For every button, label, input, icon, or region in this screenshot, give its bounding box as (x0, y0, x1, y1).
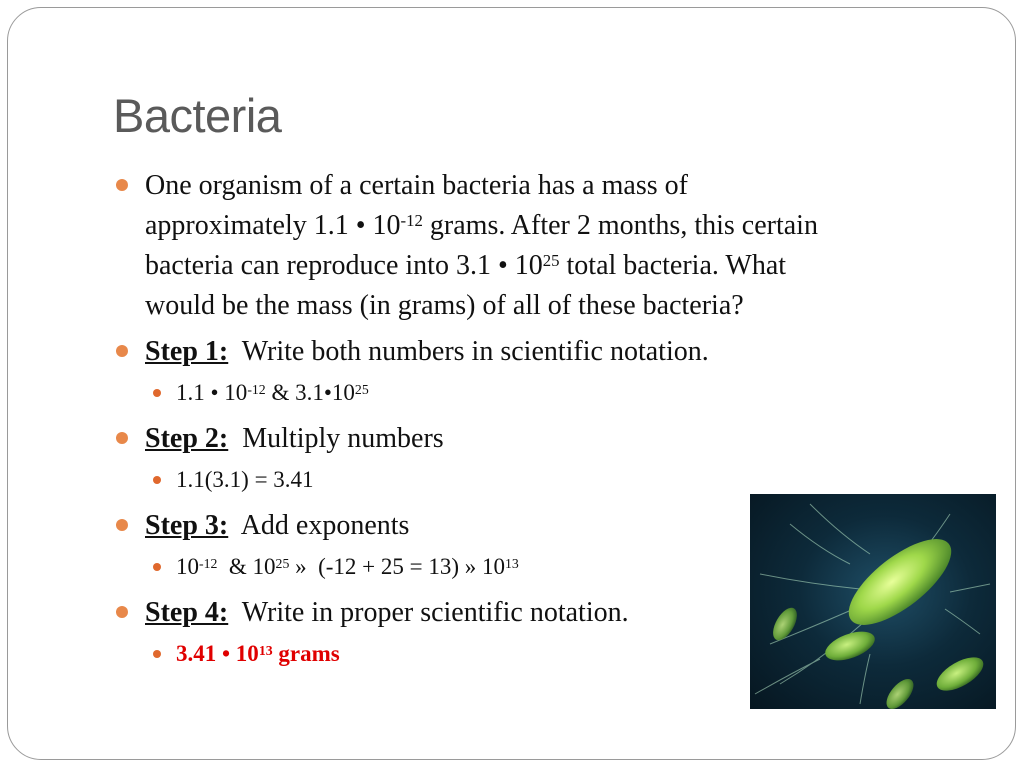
bullet-dot-icon (116, 432, 128, 444)
step-2-detail (112, 464, 972, 496)
sub-bullet-dot-icon (153, 650, 161, 658)
bullet-dot-icon (116, 606, 128, 618)
problem-statement (112, 166, 972, 326)
detail-text: 10 (176, 554, 199, 579)
bullet-dot-icon (116, 345, 128, 357)
problem-line-4: would be the mass (in grams) of all of these bacteria? (145, 290, 744, 321)
exponent: 25 (542, 251, 560, 271)
detail-text: 1.1(3.1) = 3.41 (176, 467, 314, 492)
sub-bullet-dot-icon (153, 389, 161, 397)
step-1 (112, 332, 972, 372)
exponent: 13 (505, 555, 519, 571)
exponent: -12 (247, 381, 266, 397)
bullet-dot-icon (116, 519, 128, 531)
problem-line-3b: total bacteria. What (559, 250, 787, 281)
exponent: 13 (258, 642, 273, 658)
step-label: Step 3: (145, 510, 229, 541)
answer-text: 3.41 • 10 (176, 641, 259, 666)
exponent: -12 (199, 555, 218, 571)
step-2 (112, 419, 972, 459)
slide-title: Bacteria (113, 89, 282, 142)
step-text: Multiply numbers (242, 423, 444, 454)
sub-bullet-dot-icon (153, 563, 161, 571)
exponent: 25 (275, 555, 290, 571)
detail-text: & 10 (217, 554, 276, 579)
problem-line-1: One organism of a certain bacteria has a mass of (145, 170, 688, 201)
detail-text: » (-12 + 25 = 13) » 10 (289, 554, 506, 579)
step-text: Write in proper scientific notation. (241, 597, 629, 628)
step-label: Step 1: (145, 336, 229, 367)
problem-line-2b: grams. After 2 months, this certain (422, 210, 818, 241)
sub-bullet-dot-icon (153, 476, 161, 484)
step-text: Add exponents (240, 510, 410, 541)
detail-text: & 3.1•10 (265, 380, 355, 405)
step-text: Write both numbers in scientific notation. (241, 336, 709, 367)
exponent: -12 (400, 211, 423, 231)
problem-line-3a: bacteria can reproduce into 3.1 • 10 (145, 250, 543, 281)
step-label: Step 2: (145, 423, 229, 454)
answer-text: grams (272, 641, 340, 666)
problem-line-2a: approximately 1.1 • 10 (145, 210, 401, 241)
bacteria-illustration-icon (750, 494, 996, 709)
exponent: 25 (354, 381, 369, 397)
step-1-detail (112, 377, 972, 409)
bacteria-image (750, 494, 996, 709)
detail-text: 1.1 • 10 (176, 380, 248, 405)
bullet-dot-icon (116, 179, 128, 191)
step-label: Step 4: (145, 597, 229, 628)
